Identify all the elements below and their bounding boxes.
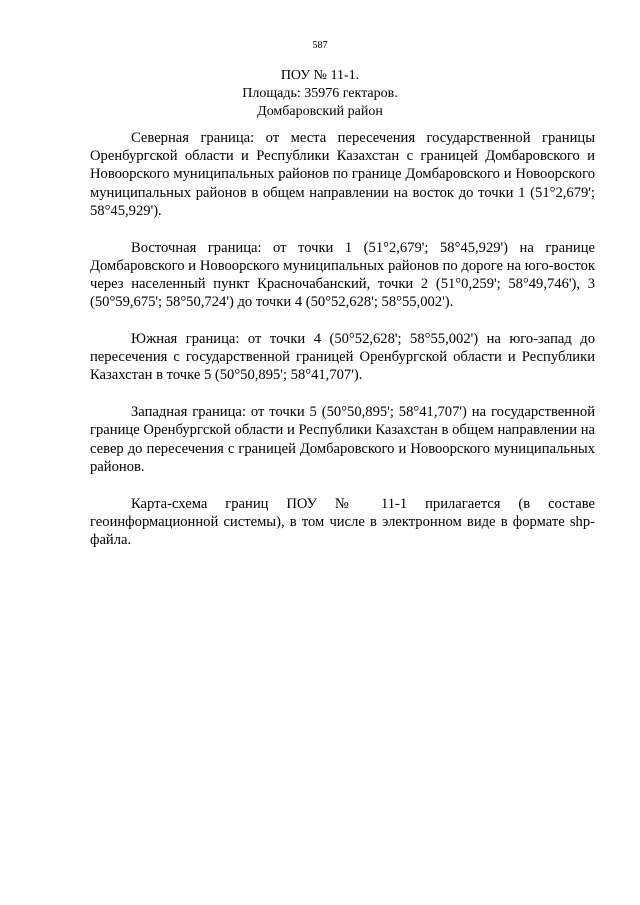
page-number: 587 <box>312 40 328 51</box>
paragraph-south-border: Южная граница: от точки 4 (50°52,628'; 58°55,002') на юго-запад до пересечения с государственной границей Оренбургской области и Республики Казахстан в точке 5 (50°50,895'; 58°41,707'). <box>90 331 595 384</box>
title-line-ref: ПОУ № 11-1. <box>280 68 360 83</box>
paragraph-north-border: Северная граница: от места пересечения государственной границы Оренбургской области и Республики Казахстан с границей Домбаровского и Новоорского муниципальных районов по границе Домбаровского и Новоорского муниципальных районов в общем направлении на восток до точки 1 (51°2,679'; 58°45,929'). <box>90 130 595 219</box>
paragraph-west-border: Западная граница: от точки 5 (50°50,895'; 58°41,707') на государственной границе Оренбургской области и Республики Казахстан в общем направлении на север до пересечения с границей Домбаровского и Новоорского муниципальных районов. <box>90 404 595 475</box>
paragraph-map-note: Карта-схема границ ПОУ № 11-1 прилагается (в составе геоинформационной системы), в том числе в электронном виде в формате shp-файла. <box>90 495 595 549</box>
document-body <box>90 129 595 568</box>
title-line-district: Домбаровский район <box>257 104 383 119</box>
title-line-area: Площадь: 35976 гектаров. <box>242 86 398 101</box>
paragraph-east-border: Восточная граница: от точки 1 (51°2,679'; 58°45,929') на границе Домбаровского и Новоорского муниципальных районов по дороге на юго-восток через населенный пункт Красночабанский, точки 2 (51°0,259'; 58°49,746'), 3 (50°59,675'; 58°50,724') до точки 4 (50°52,628'; 58°55,002'). <box>90 239 595 311</box>
document-title <box>0 67 640 121</box>
